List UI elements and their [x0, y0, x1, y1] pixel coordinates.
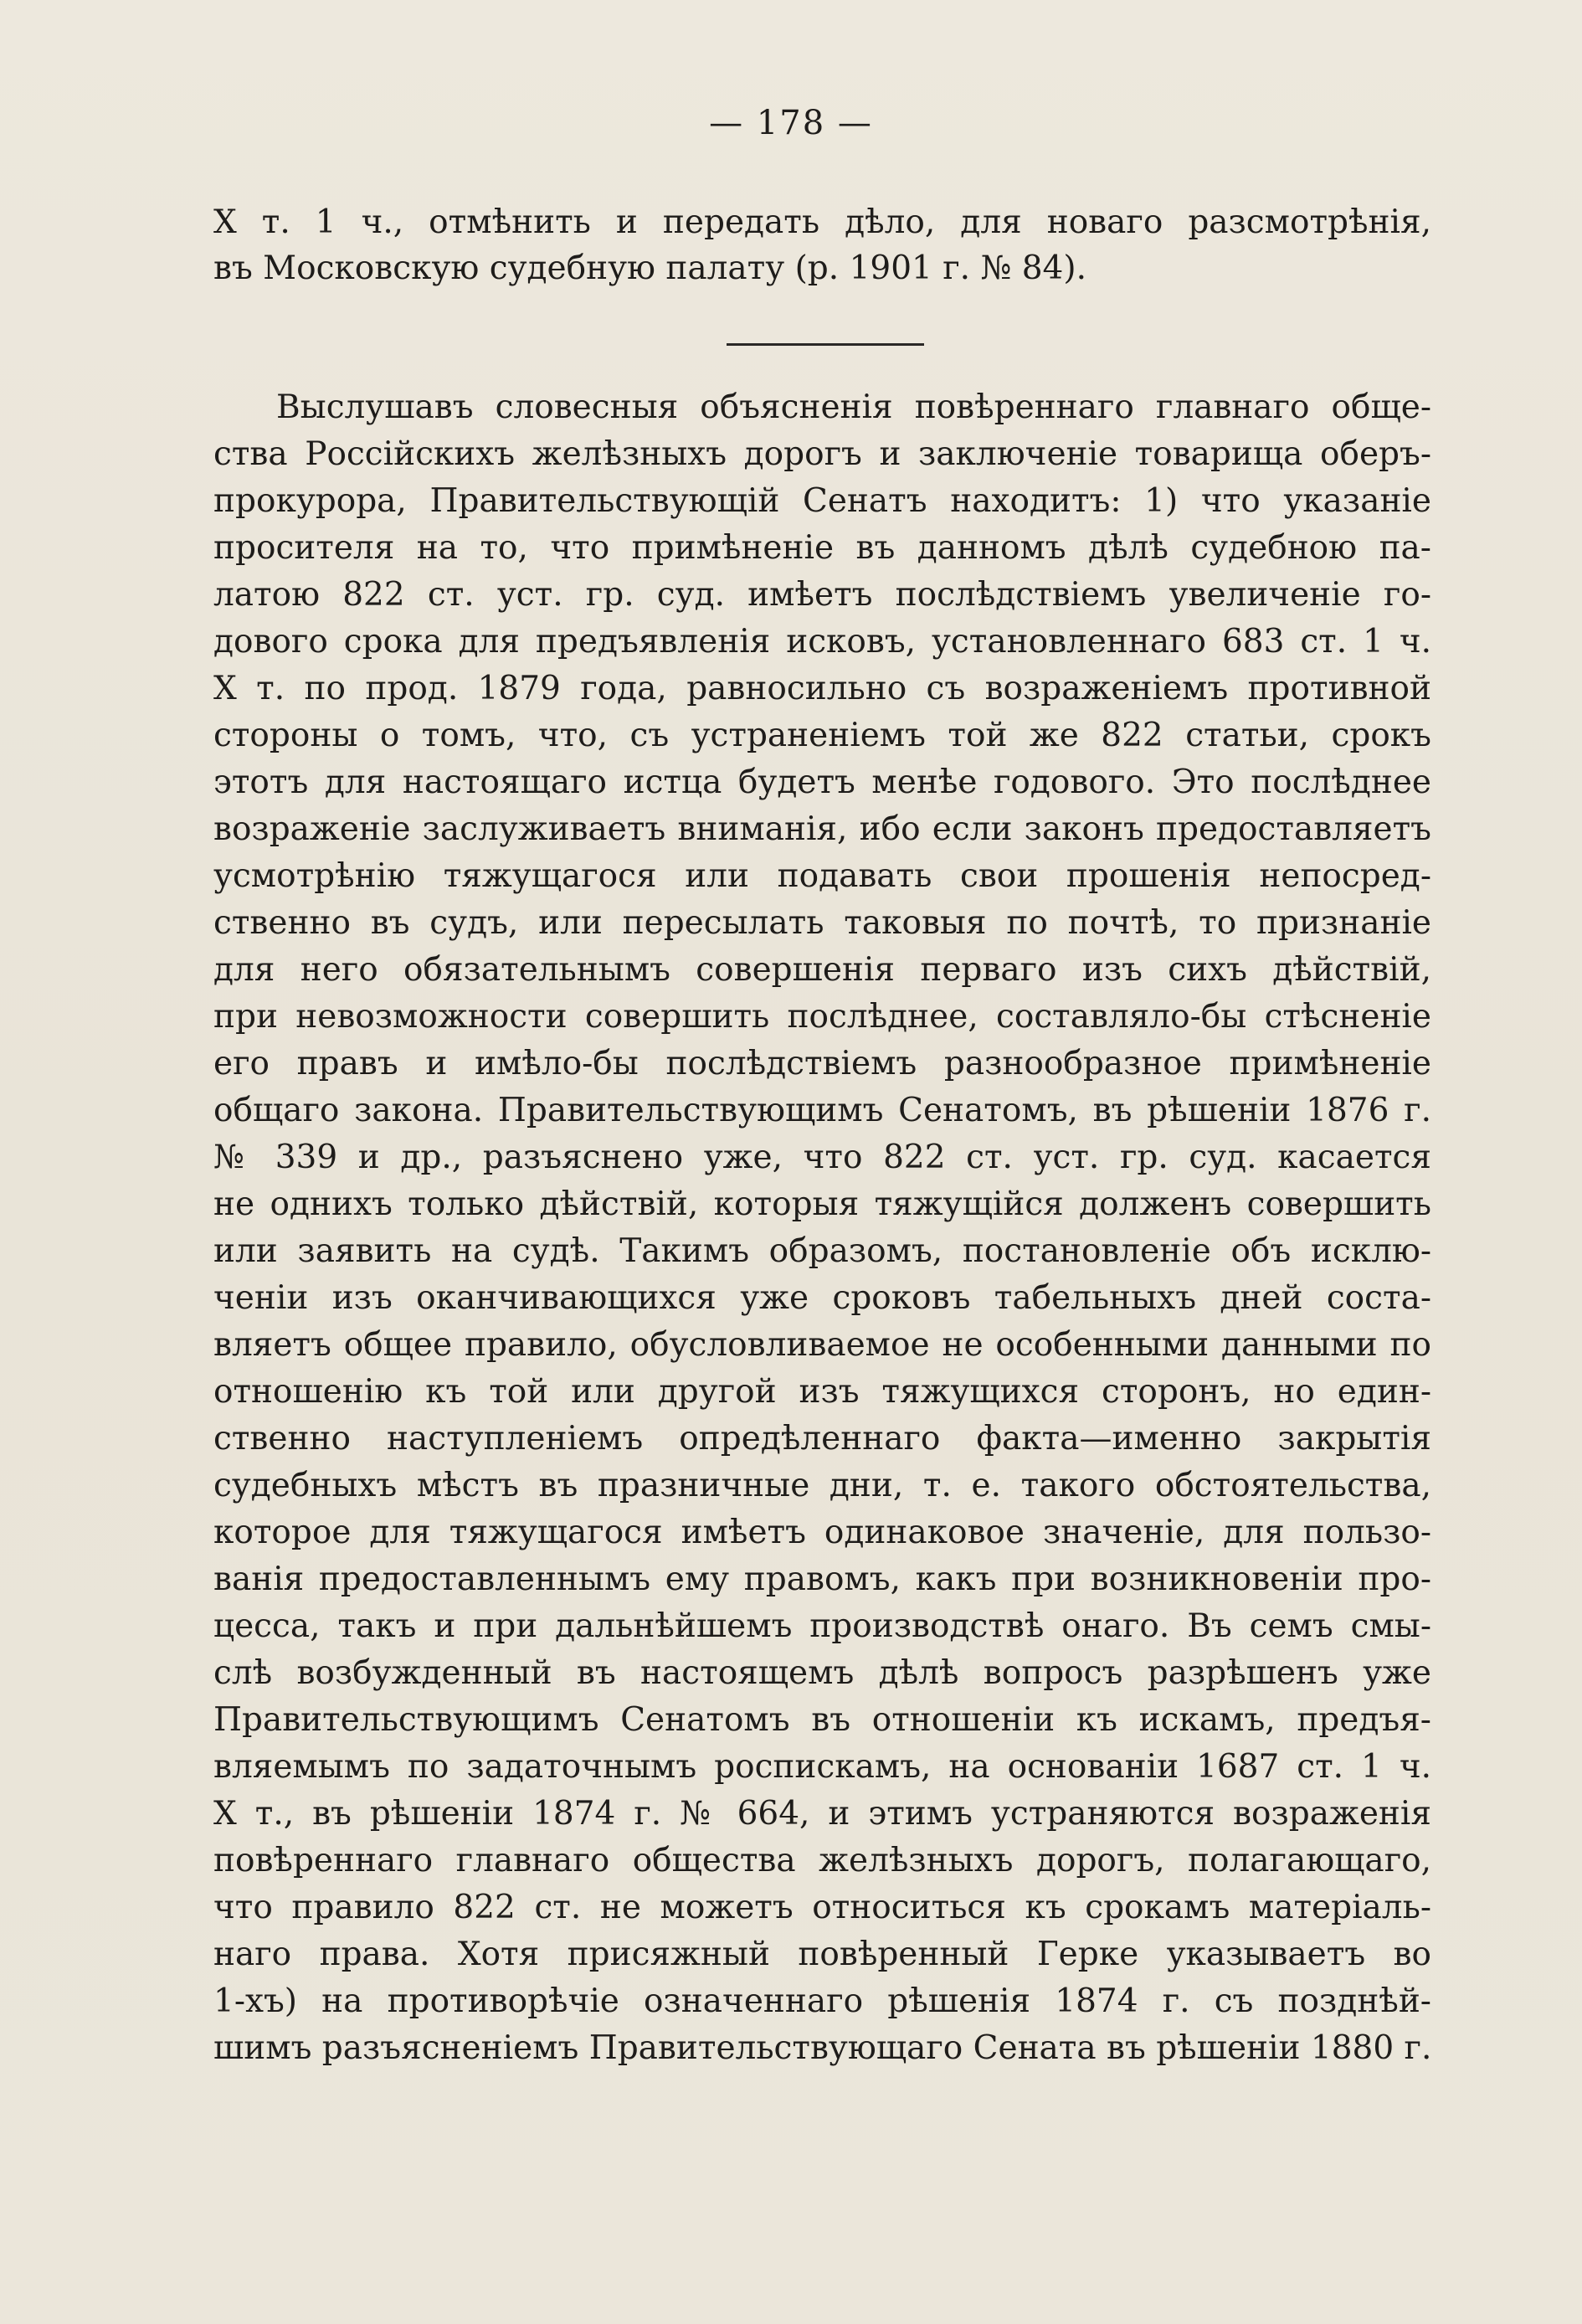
text-line: просителя на то, что примѣненіе въ данномъ дѣлѣ судебною па- [213, 529, 1431, 567]
text-line: наго права. Хотя присяжный повѣренный Герке указываетъ во [213, 1936, 1431, 1973]
text-line: судебныхъ мѣстъ въ празничные дни, т. е. такого обстоятельства, [213, 1467, 1431, 1504]
text-line: X т. 1 ч., отмѣнить и передать дѣло, для новаго разсмотрѣнія, [213, 203, 1431, 241]
text-line: повѣреннаго главнаго общества желѣзныхъ дорогъ, полагающаго, [213, 1842, 1431, 1879]
text-line: X т., въ рѣшеніи 1874 г. № 664, и этимъ устраняются возраженія [213, 1795, 1431, 1833]
text-line: дового срока для предъявленія исковъ, установленнаго 683 ст. 1 ч. [213, 623, 1431, 661]
text-line: или заявить на судѣ. Такимъ образомъ, постановленіе объ исклю- [213, 1232, 1431, 1270]
text-line: въ Московскую судебную палату (р. 1901 г. № 84). [213, 249, 1086, 287]
text-line: ства Россійскихъ желѣзныхъ дорогъ и заключеніе товарища оберъ- [213, 435, 1431, 473]
text-line: вляемымъ по задаточнымъ роспискамъ, на основаніи 1687 ст. 1 ч. [213, 1748, 1431, 1786]
text-line: что правило 822 ст. не можетъ относиться къ срокамъ матеріаль- [213, 1889, 1431, 1926]
text-line: не однихъ только дѣйствій, которыя тяжущійся долженъ совершить [213, 1185, 1431, 1223]
text-line: 1-хъ) на противорѣчіе означеннаго рѣшенія 1874 г. съ позднѣй- [213, 1982, 1431, 2020]
text-line: шимъ разъясненіемъ Правительствующаго Сената въ рѣшеніи 1880 г. [213, 2029, 1432, 2067]
text-line: для него обязательнымъ совершенія перваго изъ сихъ дѣйствій, [213, 951, 1431, 989]
text-line: Правительствующимъ Сенатомъ въ отношеніи къ искамъ, предъя- [213, 1701, 1431, 1739]
text-line: ственно въ судъ, или пересылать таковыя по почтѣ, то признаніе [213, 904, 1431, 942]
text-line: стороны о томъ, что, съ устраненіемъ той же 822 статьи, срокъ [213, 717, 1431, 754]
text-line: при невозможности совершить послѣднее, составляло-бы стѣсненіе [213, 998, 1431, 1036]
text-line: ченіи изъ оканчивающихся уже сроковъ табельныхъ дней соста- [213, 1279, 1431, 1317]
text-line: Выслушавъ словесныя объясненія повѣреннаго главнаго обще- [276, 388, 1431, 426]
text-line: его правъ и имѣло-бы послѣдствіемъ разнообразное примѣненіе [213, 1045, 1431, 1082]
text-line: № 339 и др., разъяснено уже, что 822 ст. уст. гр. суд. касается [213, 1139, 1431, 1176]
text-line: слѣ возбужденный въ настоящемъ дѣлѣ вопросъ разрѣшенъ уже [213, 1654, 1431, 1692]
text-line: цесса, такъ и при дальнѣйшемъ производствѣ онаго. Въ семъ смы- [213, 1607, 1431, 1645]
text-line: прокурора, Правительствующій Сенатъ находитъ: 1) что указаніе [213, 482, 1431, 520]
page-number: — 178 — [709, 104, 873, 142]
text-line: этотъ для настоящаго истца будетъ менѣе годового. Это послѣднее [213, 764, 1431, 801]
section-divider [727, 343, 924, 346]
text-line: общаго закона. Правительствующимъ Сенатомъ, въ рѣшеніи 1876 г. [213, 1092, 1431, 1129]
text-line: вляетъ общее правило, обусловливаемое не особенными данными по [213, 1326, 1431, 1364]
text-line: усмотрѣнію тяжущагося или подавать свои прошенія непосред- [213, 857, 1431, 895]
text-line: отношенію къ той или другой изъ тяжущихся сторонъ, но един- [213, 1373, 1431, 1411]
text-line: латою 822 ст. уст. гр. суд. имѣетъ послѣдствіемъ увеличеніе го- [213, 576, 1431, 614]
text-line: X т. по прод. 1879 года, равносильно съ возраженіемъ противной [213, 670, 1431, 707]
text-line: возраженіе заслуживаетъ вниманія, ибо если законъ предоставляетъ [213, 810, 1431, 848]
text-line: ванія предоставленнымъ ему правомъ, какъ при возникновеніи про- [213, 1560, 1431, 1598]
text-line: ственно наступленіемъ опредѣленнаго факта—именно закрытія [213, 1420, 1431, 1458]
text-line: которое для тяжущагося имѣетъ одинаковое значеніе, для пользо- [213, 1514, 1431, 1551]
